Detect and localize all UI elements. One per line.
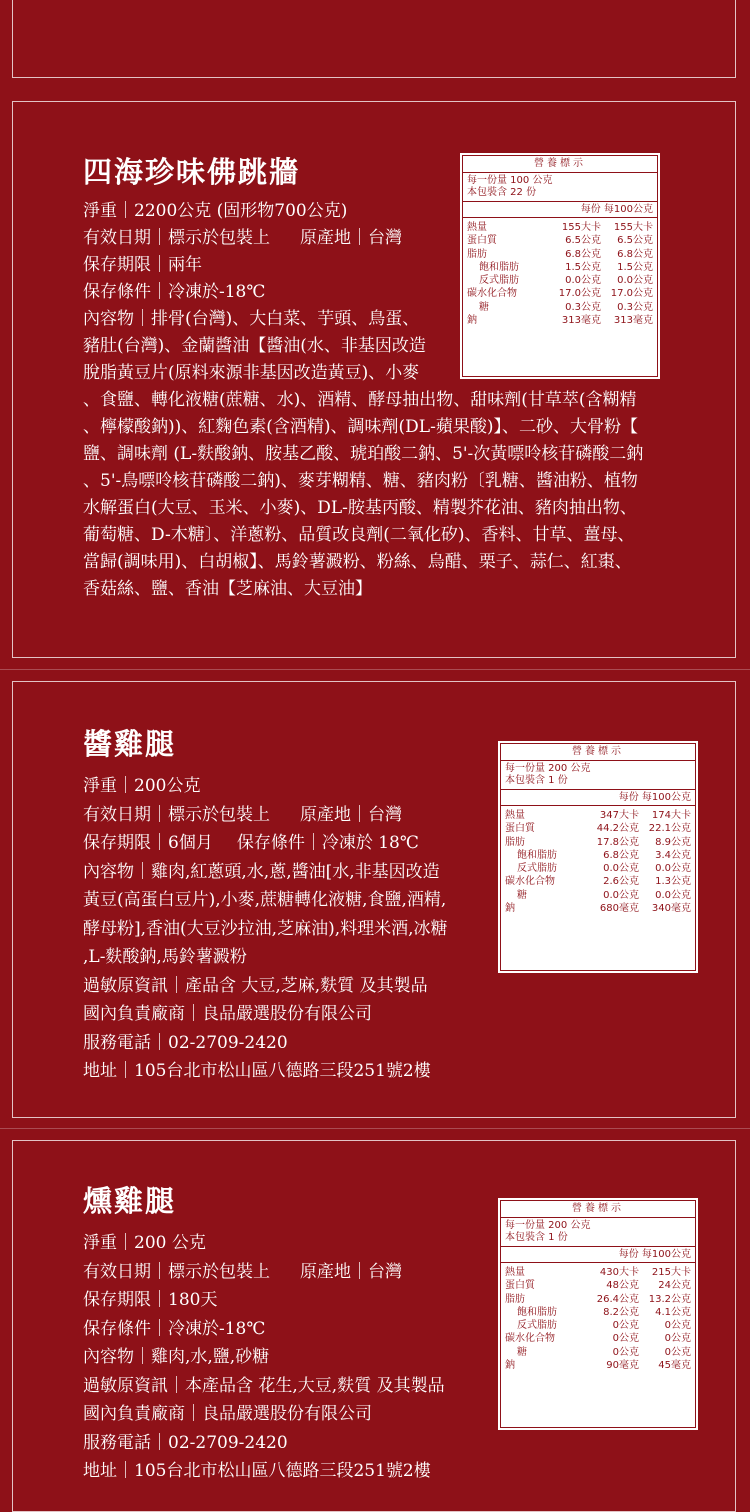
ingredients-line: 黃豆(高蛋白豆片),小麥,蔗糖轉化液糖,食鹽,酒精, [83,890,447,910]
nutrient-name: 熱量 [505,810,525,821]
nutrition-row [467,314,653,327]
per-serving-value: 0.3公克 [565,301,601,313]
nutrient-name: 反式脂肪 [517,863,557,875]
per-100g-value: 0公克 [664,1346,691,1358]
nutrition-row [467,274,653,287]
ingredients-line: 葡萄糖、D-木糖〕、洋蔥粉、品質改良劑(二氧化矽)、香料、甘草、薑母、 [83,525,635,545]
per-100g-value: 0.0公克 [655,863,691,875]
nutrient-name: 糖 [517,889,527,901]
nutrition-rows [501,806,695,918]
nutrient-name: 熱量 [467,222,487,233]
per-100g-value: 13.2公克 [648,1293,691,1305]
storage-condition: 保存條件｜冷凍於-18℃ [83,1318,266,1339]
nutrition-rows [501,1263,695,1375]
nutrition-row [505,862,691,875]
product-title: 醬雞腿 [83,727,177,761]
per-100g-value: 0.0公克 [655,889,691,901]
nutrient-name: 鈉 [467,315,477,327]
top-panel-fragment [12,0,736,78]
storage-condition: 保存條件｜冷凍於 18℃ [236,833,419,853]
nutrient-name: 熱量 [505,1267,525,1278]
per-100g-value: 155大卡 [613,222,653,233]
origin: 原產地｜台灣 [300,228,402,248]
product-panel-soy-chicken-leg [12,681,736,1118]
ingredients-line: 內容物｜雞肉,紅蔥頭,水,蔥,醬油[水,非基因改造 [83,861,440,882]
per-100g-value: 174大卡 [651,810,691,821]
service-phone: 服務電話｜02-2709-2420 [83,1032,288,1053]
nutrition-row [467,287,653,300]
nutrient-name: 蛋白質 [505,823,535,835]
per-100g-value: 17.0公克 [610,288,653,300]
per-serving-value: 6.8公克 [603,849,639,861]
per-100g-value: 6.8公克 [617,248,653,260]
net-weight: 淨重｜2200公克 (固形物700公克) [83,201,348,221]
nutrient-name: 鈉 [505,1360,515,1372]
per-100g-value: 215大卡 [651,1267,691,1278]
per-serving-value: 17.8公克 [596,836,639,848]
per-100g-value: 0.3公克 [617,301,653,313]
per-serving-value: 2.6公克 [603,876,639,888]
allergen-info: 過敏原資訊｜產品含 大豆,芝麻,麩質 及其製品 [83,975,428,996]
nutrition-row [505,1279,691,1292]
product-info [83,772,448,1086]
ingredients-line: 、5'-鳥嘌呤核苷磷酸二鈉)、麥芽糊精、糖、豬肉粉〔乳糖、醬油粉、植物 [83,471,638,491]
product-info [83,1229,445,1486]
nutrition-row [505,1359,691,1372]
allergen-info: 過敏原資訊｜本產品含 花生,大豆,麩質 及其製品 [83,1375,445,1396]
net-weight: 淨重｜200公克 [83,776,201,796]
per-serving-value: 0公克 [612,1333,639,1345]
per-100g-value: 4.1公克 [655,1306,691,1318]
nutrition-row [505,809,691,822]
nutrition-row [505,902,691,915]
address: 地址｜105台北市松山區八德路三段251號2樓 [83,1461,431,1481]
product-panel-smoked-chicken-leg [12,1140,736,1512]
ingredients-line: 豬肚(台灣)、金蘭醬油【醬油(水、非基因改造 [83,336,426,356]
nutrient-name: 碳水化合物 [467,288,517,300]
nutrition-title: 營養標示 [501,744,695,761]
nutrition-row [505,1293,691,1306]
per-serving-value: 0.0公克 [603,863,639,875]
ingredients-line: 內容物｜排骨(台灣)、大白菜、芋頭、鳥蛋、 [83,309,420,329]
shelf-storage-row [83,829,448,858]
per-serving-value: 0公克 [612,1346,639,1358]
per-serving-value: 0公克 [612,1320,639,1332]
ingredients-line: 酵母粉],香油(大豆沙拉油,芝麻油),料理米酒,冰糖 [83,918,448,939]
nutrition-row [505,849,691,862]
ingredients-line: 脫脂黃豆片(原料來源非基因改造黃豆)、小麥 [83,363,420,383]
per-serving-value: 26.4公克 [596,1293,639,1305]
per-serving-value: 0.0公克 [603,889,639,901]
nutrition-row [467,248,653,261]
nutrition-row [505,822,691,835]
per-serving-value: 1.5公克 [565,261,601,273]
nutrient-name: 反式脂肪 [479,275,519,287]
per-100g-value: 6.5公克 [617,235,653,247]
serving-info: 每一份量 200 公克 本包裝含 1 份 [501,761,695,790]
shelf-life: 保存期限｜6個月 [83,833,213,853]
per-100g-value: 22.1公克 [648,823,691,835]
nutrient-name: 糖 [479,301,489,313]
nutrition-row [505,1346,691,1359]
address: 地址｜105台北市松山區八德路三段251號2樓 [83,1061,431,1081]
nutrition-row [505,889,691,902]
ingredients-line: 、食鹽、轉化液糖(蔗糖、水)、酒精、酵母抽出物、甜味劑(甘草萃(含糊精 [83,390,637,410]
expiry-origin-row [83,801,448,830]
expiry-origin-row [83,1258,445,1287]
nutrition-label [498,741,698,973]
expiry-date: 有效日期｜標示於包裝上 [83,1261,270,1282]
nutrition-row [467,301,653,314]
per-serving-value: 17.0公克 [558,288,601,300]
separator [0,669,750,670]
nutrition-row [505,1306,691,1319]
nutrition-label [460,153,660,379]
per-100g-value: 313毫克 [613,315,653,327]
nutrition-row [467,261,653,274]
nutrition-row [505,1266,691,1279]
ingredients-line: 鹽、調味劑 (L-麩酸鈉、胺基乙酸、琥珀酸二鈉、5'-次黃嘌呤核苷磷酸二鈉 [83,444,644,464]
nutrient-name: 脂肪 [505,836,525,848]
per-100g-value: 3.4公克 [655,849,691,861]
nutrient-name: 飽和脂肪 [517,849,557,861]
per-serving-value: 155大卡 [561,222,601,233]
per-100g-value: 8.9公克 [655,836,691,848]
shelf-life: 保存期限｜180天 [83,1290,218,1310]
per-serving-value: 6.5公克 [565,235,601,247]
nutrition-header: 每份 每100公克 [463,202,657,218]
per-serving-value: 44.2公克 [596,823,639,835]
net-weight: 淨重｜200 公克 [83,1233,206,1253]
expiry-date: 有效日期｜標示於包裝上 [83,804,270,825]
expiry-date: 有效日期｜標示於包裝上 [83,228,270,248]
per-100g-value: 24公克 [658,1280,691,1292]
ingredients-line: 、檸檬酸鈉))、紅麴色素(含酒精)、調味劑(DL-蘋果酸)】、二砂、大骨粉【 [83,417,638,437]
nutrition-row [467,221,653,234]
nutrient-name: 鈉 [505,903,515,915]
nutrition-header: 每份 每100公克 [501,790,695,806]
per-100g-value: 45毫克 [658,1360,691,1372]
nutrient-name: 反式脂肪 [517,1320,557,1332]
nutrition-row [505,1319,691,1332]
ingredients: 內容物｜雞肉,水,鹽,砂糖 [83,1347,270,1367]
per-serving-value: 313毫克 [561,315,601,327]
product-panel-fotiaoqiang [12,101,736,658]
per-serving-value: 0.0公克 [565,275,601,287]
shelf-life: 保存期限｜兩年 [83,255,202,275]
per-serving-value: 680毫克 [599,903,639,915]
manufacturer: 國內負責廠商｜良品嚴選股份有限公司 [83,1404,372,1424]
nutrition-row [505,836,691,849]
nutrition-row [505,875,691,888]
separator [0,1128,750,1129]
nutrition-rows [463,218,657,330]
per-100g-value: 1.3公克 [655,876,691,888]
ingredients-line: 當歸(調味用)、白胡椒】、馬鈴薯澱粉、粉絲、烏醋、栗子、蒜仁、紅棗、 [83,552,632,572]
storage-condition: 保存條件｜冷凍於-18℃ [83,282,266,302]
per-serving-value: 6.8公克 [565,248,601,260]
nutrition-label [498,1198,698,1430]
nutrition-row [505,1332,691,1345]
per-serving-value: 90毫克 [606,1360,639,1372]
nutrition-title: 營養標示 [501,1201,695,1218]
nutrient-name: 蛋白質 [467,235,497,247]
per-100g-value: 0公克 [664,1333,691,1345]
nutrient-name: 脂肪 [467,248,487,260]
per-100g-value: 0.0公克 [617,275,653,287]
ingredients-line: ,L-麩酸鈉,馬鈴薯澱粉 [83,947,247,967]
serving-info: 每一份量 200 公克 本包裝含 1 份 [501,1218,695,1247]
per-100g-value: 1.5公克 [617,261,653,273]
nutrient-name: 飽和脂肪 [479,261,519,273]
ingredients-line: 香菇絲、鹽、香油【芝麻油、大豆油】 [83,579,372,599]
nutrition-row [467,234,653,247]
service-phone: 服務電話｜02-2709-2420 [83,1432,288,1453]
per-serving-value: 8.2公克 [603,1306,639,1318]
nutrient-name: 碳水化合物 [505,1333,555,1345]
nutrition-title: 營養標示 [463,156,657,173]
nutrient-name: 糖 [517,1346,527,1358]
origin: 原產地｜台灣 [300,1261,402,1282]
nutrient-name: 碳水化合物 [505,876,555,888]
per-serving-value: 48公克 [606,1280,639,1292]
nutrient-name: 蛋白質 [505,1280,535,1292]
serving-info: 每一份量 100 公克 本包裝含 22 份 [463,173,657,202]
product-title: 燻雞腿 [83,1184,177,1218]
per-100g-value: 0公克 [664,1320,691,1332]
nutrient-name: 飽和脂肪 [517,1306,557,1318]
per-100g-value: 340毫克 [651,903,691,915]
ingredients-line: 水解蛋白(大豆、玉米、小麥)、DL-胺基丙酸、精製芥花油、豬肉抽出物、 [83,498,637,518]
product-title: 四海珍味佛跳牆 [83,155,301,189]
nutrition-header: 每份 每100公克 [501,1247,695,1263]
nutrient-name: 脂肪 [505,1293,525,1305]
per-serving-value: 347大卡 [599,810,639,821]
origin: 原產地｜台灣 [300,804,402,825]
per-serving-value: 430大卡 [599,1267,639,1278]
manufacturer: 國內負責廠商｜良品嚴選股份有限公司 [83,1004,372,1024]
